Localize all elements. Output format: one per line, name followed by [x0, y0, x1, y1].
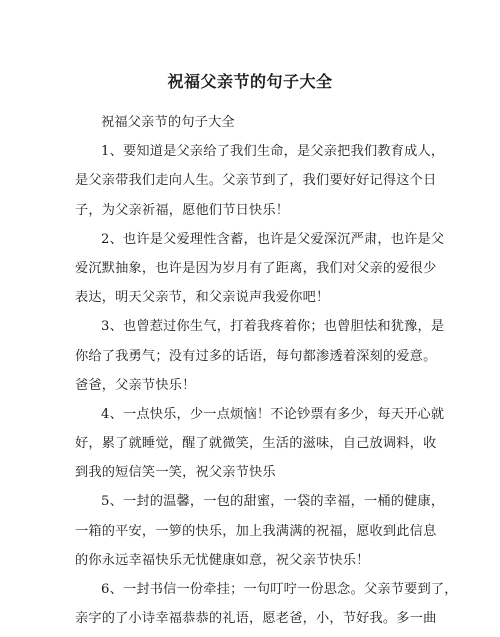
document-title: 祝福父亲节的句子大全 [167, 72, 333, 91]
document-body [75, 112, 458, 637]
paragraph-line: 3、也曾惹过你生气，打着我疼着你；也曾胆怯和犹豫，是 [101, 319, 445, 335]
paragraph-line: 子，为父亲祈福，愿他们节日快乐！ [75, 202, 290, 218]
paragraph-line: 1、要知道是父亲给了我们生命，是父亲把我们教育成人， [101, 144, 445, 160]
paragraph-line: 的你永远幸福快乐无忧健康如意，祝父亲节快乐！ [75, 552, 370, 568]
paragraph-line: 一箱的平安，一箩的快乐，加上我满满的祝福，愿收到此信息 [75, 523, 437, 539]
paragraph-line: 表达，明天父亲节，和父亲说声我爱你吧！ [75, 290, 330, 306]
paragraph-line: 好，累了就睡觉，醒了就微笑，生活的滋味，自己放调料，收 [75, 436, 437, 452]
paragraph-line: 到我的短信笑一笑，祝父亲节快乐 [75, 465, 276, 481]
paragraph-line: 是父亲带我们走向人生。父亲节到了，我们要好好记得这个日 [75, 173, 437, 189]
paragraph-line: 5、一封的温馨，一包的甜蜜，一袋的幸福，一桶的健康， [101, 494, 445, 510]
paragraph-line: 亲字的了小诗幸福恭恭的礼语，愿老爸，小，节好我。多一曲 [75, 611, 437, 627]
paragraph-line: 2、也许是父爱理性含蓄，也许是父爱深沉严肃，也许是父 [101, 231, 445, 247]
paragraph-line: 爱沉默抽象，也许是因为岁月有了距离，我们对父亲的爱很少 [75, 260, 437, 276]
paragraph-line: 6、一封书信一份牵挂；一句叮咛一份思念。父亲节要到了， [101, 582, 458, 597]
paragraph-line: 4、一点快乐，少一点烦恼！不论钞票有多少，每天开心就 [101, 406, 445, 422]
paragraph-line: 你给了我勇气；没有过多的话语，每句都渗透着深刻的爱意。 [75, 348, 437, 364]
paragraph-line: 爸爸，父亲节快乐！ [75, 377, 196, 393]
paragraph-line: 祝福父亲节的句子大全 [101, 115, 235, 130]
